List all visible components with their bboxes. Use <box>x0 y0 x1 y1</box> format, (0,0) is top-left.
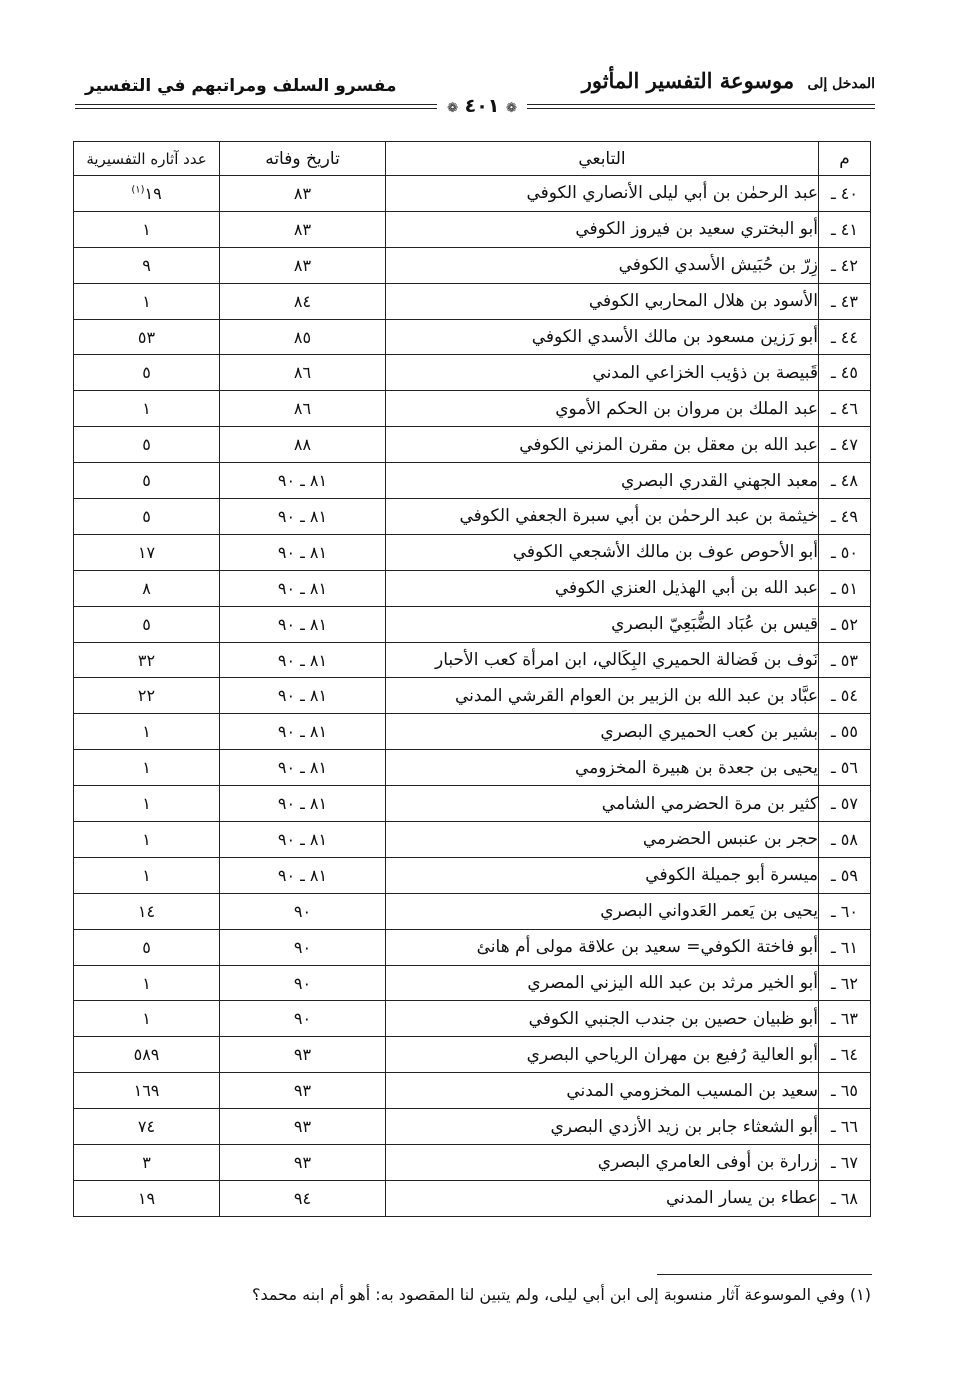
row-name <box>386 822 819 858</box>
row-athar-count-text: ٥٨٩ <box>133 1045 160 1065</box>
row-number <box>819 534 871 570</box>
row-number <box>819 642 871 678</box>
book-title <box>582 68 875 93</box>
row-number <box>819 929 871 965</box>
row-name-text: أبو رَزين مسعود بن مالك الأسدي الكوفي <box>531 327 818 347</box>
row-death-date <box>220 499 386 535</box>
table-row <box>74 427 871 463</box>
row-number <box>819 1180 871 1216</box>
table-row <box>74 642 871 678</box>
row-name <box>386 534 819 570</box>
row-number <box>819 463 871 499</box>
table-row <box>74 534 871 570</box>
row-death-date-text: ٩٠ <box>293 973 312 993</box>
row-name <box>386 893 819 929</box>
table-row <box>74 1109 871 1145</box>
row-number-text: ٤٧ ـ <box>831 435 858 455</box>
row-athar-count-text: ٥ <box>142 614 151 634</box>
table-row <box>74 1180 871 1216</box>
row-athar-count-text: ٣ <box>142 1152 151 1172</box>
header-count: عدد آثاره التفسيرية <box>74 142 220 176</box>
row-athar-count <box>74 606 220 642</box>
row-number <box>819 606 871 642</box>
row-death-date <box>220 714 386 750</box>
row-athar-count-text: ١ <box>142 794 151 814</box>
header-num: م <box>819 142 871 176</box>
row-death-date <box>220 570 386 606</box>
row-death-date <box>220 1037 386 1073</box>
row-number <box>819 965 871 1001</box>
row-death-date-text: ٩٤ <box>293 1188 312 1208</box>
row-name <box>386 319 819 355</box>
table-row <box>74 1073 871 1109</box>
row-death-date <box>220 1001 386 1037</box>
row-number-text: ٥١ ـ <box>831 578 858 598</box>
row-athar-count <box>74 247 220 283</box>
row-death-date-text: ٨١ ـ ٩٠ <box>277 471 328 491</box>
row-death-date <box>220 678 386 714</box>
row-death-date <box>220 1073 386 1109</box>
row-athar-count <box>74 786 220 822</box>
row-athar-count <box>74 893 220 929</box>
row-death-date-text: ٨٥ <box>293 327 312 347</box>
row-death-date-text: ٩٠ <box>293 1009 312 1029</box>
row-athar-count-text: ٧٤ <box>137 1117 156 1137</box>
row-death-date <box>220 534 386 570</box>
row-athar-count-text: ٩ <box>142 255 151 275</box>
table-row <box>74 750 871 786</box>
row-number-text: ٥٩ ـ <box>831 865 858 885</box>
row-name <box>386 176 819 212</box>
page-number-value: ٤٠١ <box>464 95 500 117</box>
row-athar-count-text: ٨ <box>142 578 151 598</box>
row-number-text: ٤٠ ـ <box>831 183 858 203</box>
row-athar-count-text: ١ <box>142 399 151 419</box>
row-name-text: الأسود بن هلال المحاربي الكوفي <box>588 291 818 312</box>
row-death-date-text: ٩٣ <box>293 1045 312 1065</box>
table-row <box>74 822 871 858</box>
row-number-text: ٤٨ ـ <box>831 471 858 491</box>
row-death-date <box>220 319 386 355</box>
row-name-text: يحيى بن يَعمر العَدواني البصري <box>600 901 818 922</box>
row-number-text: ٦٥ ـ <box>831 1081 858 1101</box>
row-athar-count-text: ١ <box>142 829 151 849</box>
row-name-text: أبو الشعثاء جابر بن زيد الأزدي البصري <box>550 1116 818 1137</box>
row-death-date <box>220 247 386 283</box>
row-death-date-text: ٨٦ <box>293 363 312 383</box>
row-number-text: ٦٦ ـ <box>831 1117 858 1137</box>
table-row <box>74 857 871 893</box>
row-death-date <box>220 283 386 319</box>
row-name-text: عبد الله بن أبي الهذيل العنزي الكوفي <box>554 578 818 599</box>
row-number <box>819 857 871 893</box>
row-death-date-text: ٨١ ـ ٩٠ <box>277 650 328 670</box>
table-row <box>74 319 871 355</box>
row-number <box>819 822 871 858</box>
row-death-date-text: ٨٣ <box>293 255 312 275</box>
row-number <box>819 355 871 391</box>
row-death-date <box>220 1109 386 1145</box>
row-name <box>386 211 819 247</box>
table-row <box>74 463 871 499</box>
table-row <box>74 606 871 642</box>
row-number <box>819 427 871 463</box>
row-name-text: يحيى بن جعدة بن هبيرة المخزومي <box>575 757 818 778</box>
row-death-date <box>220 606 386 642</box>
row-number-text: ٥٤ ـ <box>831 686 858 706</box>
row-name <box>386 427 819 463</box>
row-number-text: ٦٤ ـ <box>831 1045 858 1065</box>
row-athar-count <box>74 499 220 535</box>
row-number <box>819 283 871 319</box>
footnote: (١) وفي الموسوعة آثار منسوبة إلى ابن أبي ليلى، ولم يتبين لنا المقصود به: أهو أم ابنه محمد؟ <box>252 1285 871 1304</box>
row-athar-count-text: ٥٣ <box>137 327 156 347</box>
table-row <box>74 965 871 1001</box>
table-row <box>74 1037 871 1073</box>
row-death-date-text: ٨١ ـ ٩٠ <box>277 722 328 742</box>
footnote-rule <box>657 1274 872 1275</box>
row-athar-count-text: ١ <box>142 758 151 778</box>
row-number <box>819 714 871 750</box>
row-athar-count <box>74 822 220 858</box>
row-number-text: ٥٧ ـ <box>831 794 858 814</box>
row-athar-count <box>74 463 220 499</box>
row-name <box>386 965 819 1001</box>
row-number <box>819 211 871 247</box>
row-athar-count-text: ١ <box>142 291 151 311</box>
row-number <box>819 570 871 606</box>
row-name-text: خيثمة بن عبد الرحمٰن بن أبي سبرة الجعفي الكوفي <box>459 506 818 527</box>
row-name-text: عبد الله بن معقل بن مقرن المزني الكوفي <box>519 434 818 455</box>
row-athar-count <box>74 534 220 570</box>
row-number <box>819 786 871 822</box>
row-name-text: عبَّاد بن عبد الله بن الزبير بن العوام القرشي المدني <box>454 685 818 706</box>
row-death-date <box>220 355 386 391</box>
row-name-text: قَبيصة بن ذؤيب الخزاعي المدني <box>592 362 818 383</box>
row-athar-count <box>74 1037 220 1073</box>
row-death-date-text: ٩٠ <box>293 937 312 957</box>
row-athar-count-text: ١٩ <box>137 1188 156 1208</box>
row-athar-count-text: ١٦٩ <box>133 1081 160 1101</box>
row-number-text: ٤٦ ـ <box>831 399 858 419</box>
row-death-date-text: ٨٨ <box>293 435 312 455</box>
row-death-date <box>220 1145 386 1181</box>
row-death-date <box>220 391 386 427</box>
row-death-date-text: ٩٠ <box>293 901 312 921</box>
row-athar-count <box>74 211 220 247</box>
tabieen-table <box>73 141 871 1217</box>
header-name: التابعي <box>386 142 819 176</box>
row-athar-count <box>74 714 220 750</box>
row-death-date-text: ٨١ ـ ٩٠ <box>277 542 328 562</box>
row-death-date-text: ٨١ ـ ٩٠ <box>277 829 328 849</box>
table-row <box>74 1145 871 1181</box>
row-athar-count-text: ١٩ <box>144 183 162 203</box>
row-death-date <box>220 642 386 678</box>
row-name <box>386 606 819 642</box>
row-name <box>386 857 819 893</box>
ornament-icon: ❁ <box>506 101 517 116</box>
row-number-text: ٤٥ ـ <box>831 363 858 383</box>
row-number <box>819 319 871 355</box>
row-death-date <box>220 211 386 247</box>
row-name-text: أبو البختري سعيد بن فيروز الكوفي <box>575 219 818 240</box>
row-death-date-text: ٨٣ <box>293 183 312 203</box>
table-row <box>74 391 871 427</box>
row-number <box>819 176 871 212</box>
row-death-date-text: ٩٣ <box>293 1081 312 1101</box>
row-name <box>386 391 819 427</box>
footnote-ref[interactable]: (١) <box>131 184 145 196</box>
table-row <box>74 893 871 929</box>
row-number-text: ٥٥ ـ <box>831 722 858 742</box>
row-athar-count <box>74 1073 220 1109</box>
row-death-date-text: ٩٣ <box>293 1117 312 1137</box>
row-athar-count <box>74 355 220 391</box>
table-header-row <box>74 142 871 176</box>
row-athar-count-text: ١ <box>142 722 151 742</box>
row-number <box>819 750 871 786</box>
row-name <box>386 499 819 535</box>
row-athar-count-text: ٥ <box>142 937 151 957</box>
row-athar-count-text: ٣٢ <box>137 650 156 670</box>
row-athar-count-text: ١ <box>142 865 151 885</box>
row-death-date-text: ٨٦ <box>293 399 312 419</box>
row-death-date <box>220 965 386 1001</box>
table-row <box>74 929 871 965</box>
row-athar-count-text: ١ <box>142 1009 151 1029</box>
row-name-text: أبو الأحوص عوف بن مالك الأشجعي الكوفي <box>512 542 818 563</box>
row-athar-count-text: ٥ <box>142 471 151 491</box>
row-name-text: زِرّ بن حُبَيش الأسدي الكوفي <box>618 255 818 276</box>
row-athar-count <box>74 750 220 786</box>
header-death: تاريخ وفاته <box>220 142 386 176</box>
row-number <box>819 1037 871 1073</box>
row-death-date-text: ٨١ ـ ٩٠ <box>277 758 328 778</box>
row-number-text: ٤٤ ـ <box>831 327 858 347</box>
row-death-date <box>220 1180 386 1216</box>
row-athar-count <box>74 1145 220 1181</box>
row-athar-count-text: ٢٢ <box>137 686 156 706</box>
row-athar-count <box>74 427 220 463</box>
row-death-date <box>220 822 386 858</box>
row-death-date <box>220 176 386 212</box>
section-title: مفسرو السلف ومراتبهم في التفسير <box>85 76 397 96</box>
table-row <box>74 714 871 750</box>
row-athar-count <box>74 319 220 355</box>
row-name-text: ميسرة أبو جميلة الكوفي <box>645 865 818 886</box>
row-number-text: ٥٦ ـ <box>831 758 858 778</box>
row-number-text: ٤٩ ـ <box>831 506 858 526</box>
row-death-date <box>220 427 386 463</box>
table-row <box>74 176 871 212</box>
row-death-date-text: ٨١ ـ ٩٠ <box>277 614 328 634</box>
row-name-text: كثير بن مرة الحضرمي الشامي <box>601 793 818 814</box>
row-number <box>819 1109 871 1145</box>
row-number-text: ٦٧ ـ <box>831 1152 858 1172</box>
row-death-date <box>220 463 386 499</box>
row-athar-count-text: ١ <box>142 219 151 239</box>
row-athar-count <box>74 965 220 1001</box>
row-athar-count <box>74 1001 220 1037</box>
row-athar-count-text: ٥ <box>142 506 151 526</box>
row-athar-count-text: ١٤ <box>137 901 156 921</box>
row-athar-count <box>74 1109 220 1145</box>
row-number <box>819 247 871 283</box>
row-name <box>386 1109 819 1145</box>
row-athar-count <box>74 678 220 714</box>
row-name <box>386 463 819 499</box>
row-death-date-text: ٨١ ـ ٩٠ <box>277 578 328 598</box>
table-row <box>74 247 871 283</box>
table-row <box>74 570 871 606</box>
table-row <box>74 786 871 822</box>
row-death-date-text: ٨١ ـ ٩٠ <box>277 686 328 706</box>
row-name <box>386 1001 819 1037</box>
row-name-text: عبد الملك بن مروان بن الحكم الأموي <box>555 398 818 419</box>
row-athar-count-text: ٥ <box>142 363 151 383</box>
row-name-text: زرارة بن أوفى العامري البصري <box>597 1152 818 1173</box>
row-name-text: أبو فاختة الكوفي= سعيد بن علاقة مولى أم هانئ <box>476 937 818 958</box>
row-number <box>819 1001 871 1037</box>
row-death-date-text: ٨١ ـ ٩٠ <box>277 506 328 526</box>
row-death-date <box>220 857 386 893</box>
row-athar-count-text: ١ <box>142 973 151 993</box>
table-row <box>74 499 871 535</box>
row-name <box>386 570 819 606</box>
row-number <box>819 893 871 929</box>
row-name-text: سعيد بن المسيب المخزومي المدني <box>566 1080 818 1101</box>
row-number-text: ٤٢ ـ <box>831 255 858 275</box>
table-row <box>74 211 871 247</box>
row-athar-count <box>74 929 220 965</box>
row-number-text: ٥٣ ـ <box>831 650 858 670</box>
row-name-text: أبو العالية رُفيع بن مهران الرياحي البصري <box>526 1044 818 1065</box>
row-name <box>386 642 819 678</box>
row-number <box>819 391 871 427</box>
row-death-date-text: ٨٤ <box>293 291 312 311</box>
table-row <box>74 678 871 714</box>
row-athar-count <box>74 391 220 427</box>
row-number-text: ٤٣ ـ <box>831 291 858 311</box>
row-name <box>386 786 819 822</box>
row-number-text: ٦٠ ـ <box>831 901 858 921</box>
row-name <box>386 929 819 965</box>
book-title-main: موسوعة التفسير المأثور <box>581 68 795 93</box>
row-number <box>819 1073 871 1109</box>
row-name-text: نَوف بن فَضالة الحميري البِكَالي، ابن امرأة كعب الأحبار <box>434 650 818 671</box>
row-death-date-text: ٨١ ـ ٩٠ <box>277 794 328 814</box>
row-name-text: أبو الخير مرثد بن عبد الله اليزني المصري <box>527 973 818 994</box>
row-name-text: معبد الجهني القدري البصري <box>621 470 818 491</box>
row-athar-count <box>74 176 220 212</box>
row-number-text: ٦٨ ـ <box>831 1188 858 1208</box>
ornament-icon: ❁ <box>447 101 458 116</box>
row-name <box>386 247 819 283</box>
table-body <box>74 176 871 1217</box>
row-name <box>386 1073 819 1109</box>
row-death-date-text: ٨٣ <box>293 219 312 239</box>
row-number-text: ٦٣ ـ <box>831 1009 858 1029</box>
table-row <box>74 1001 871 1037</box>
row-name-text: عطاء بن يسار المدني <box>666 1188 818 1209</box>
table-row <box>74 355 871 391</box>
row-name <box>386 678 819 714</box>
row-death-date <box>220 893 386 929</box>
row-death-date-text: ٩٣ <box>293 1152 312 1172</box>
row-athar-count <box>74 283 220 319</box>
row-death-date <box>220 786 386 822</box>
row-number-text: ٦٢ ـ <box>831 973 858 993</box>
row-number-text: ٥٨ ـ <box>831 829 858 849</box>
row-number-text: ٤١ ـ <box>831 219 858 239</box>
row-athar-count <box>74 857 220 893</box>
row-name <box>386 1145 819 1181</box>
row-athar-count <box>74 1180 220 1216</box>
row-number-text: ٦١ ـ <box>831 937 858 957</box>
row-death-date <box>220 929 386 965</box>
row-death-date <box>220 750 386 786</box>
row-name-text: عبد الرحمٰن بن أبي ليلى الأنصاري الكوفي <box>526 183 818 204</box>
row-death-date-text: ٨١ ـ ٩٠ <box>277 865 328 885</box>
row-name <box>386 1037 819 1073</box>
row-athar-count <box>74 642 220 678</box>
row-number-text: ٥٠ ـ <box>831 542 858 562</box>
row-number <box>819 499 871 535</box>
row-athar-count-text: ١٧ <box>137 542 156 562</box>
page-number <box>437 92 527 120</box>
row-number <box>819 678 871 714</box>
row-name-text: حجر بن عنبس الحضرمي <box>642 829 818 850</box>
row-name <box>386 750 819 786</box>
row-name <box>386 714 819 750</box>
row-number-text: ٥٢ ـ <box>831 614 858 634</box>
row-name-text: قيس بن عُبَاد الضُّبَعِيّ البصري <box>611 614 818 635</box>
row-name <box>386 1180 819 1216</box>
row-number <box>819 1145 871 1181</box>
row-name <box>386 355 819 391</box>
row-name <box>386 283 819 319</box>
row-name-text: أبو ظبيان حصين بن جندب الجنبي الكوفي <box>528 1008 818 1029</box>
row-athar-count-text: ٥ <box>142 435 151 455</box>
row-name-text: بشير بن كعب الحميري البصري <box>600 721 818 742</box>
table-row <box>74 283 871 319</box>
book-title-prefix: المدخل إلى <box>807 76 875 92</box>
row-athar-count <box>74 570 220 606</box>
